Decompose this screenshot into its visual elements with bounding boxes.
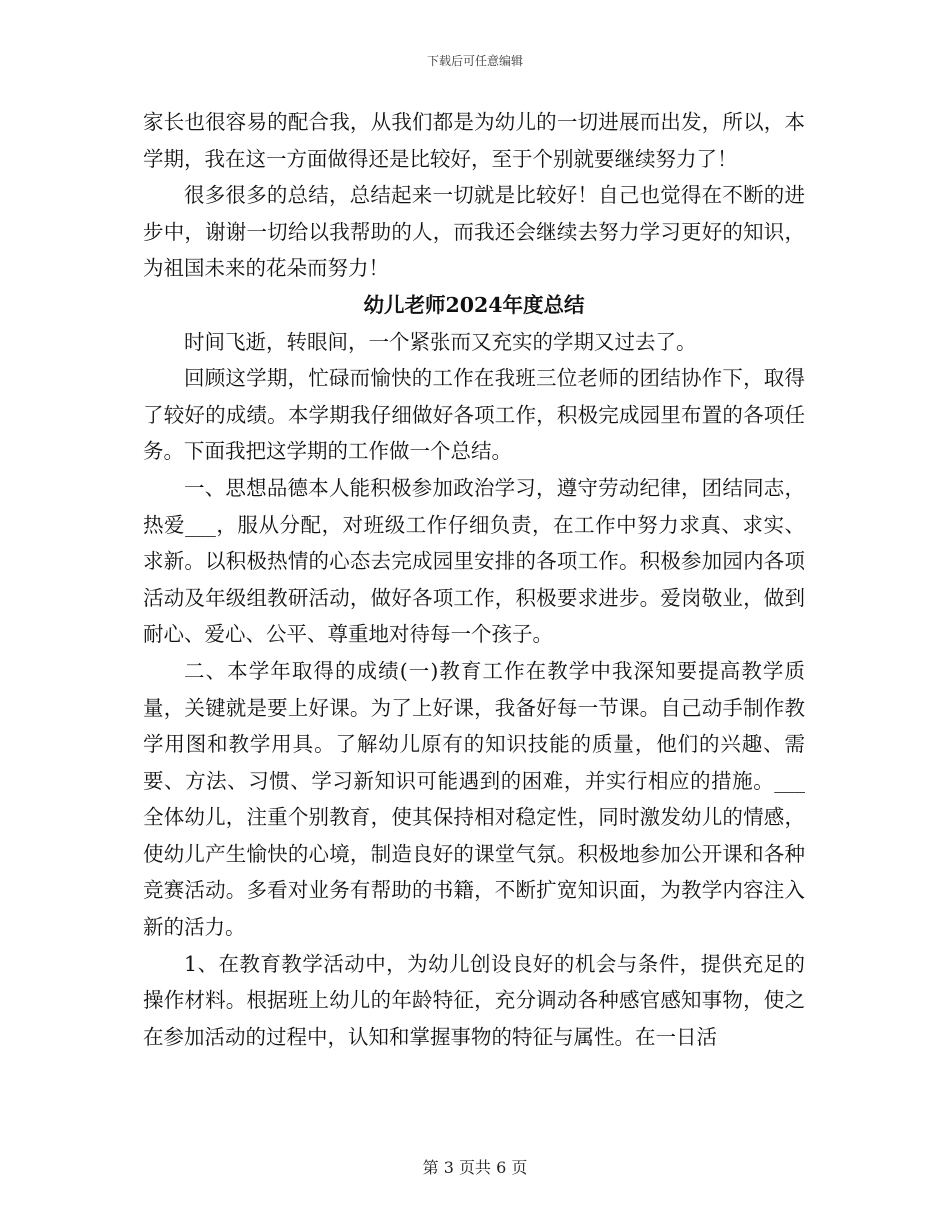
section-title: 幼儿老师2024年度总结 (363, 292, 585, 317)
paragraph-section-two: 二、本学年取得的成绩(一)教育工作在教学中我深知要提高教学质量，关键就是要上好课。为了上好课，我备好每一节课。自己动手制作教学用图和教学用具。了解幼儿原有的知识技能的质量，他们的兴趣、需要、方法、习惯、学习新知识可能遇到的困难，并实行相应的措施。___全体幼儿，注重个别教育，使其保持相对稳定性，同时激发幼儿的情感，使幼儿产生愉快的心境，制造良好的课堂气氛。积极地参加公开课和各种竞赛活动。多看对业务有帮助的书籍，不断扩宽知识面，为教学内容注入新的活力。 (143, 658, 805, 940)
document-body (143, 104, 805, 1055)
paragraph-continuation: 家长也很容易的配合我，从我们都是为幼儿的一切进展而出发，所以，本学期，我在这一方面做得还是比较好，至于个别就要继续努力了！ (143, 110, 805, 171)
page-header: 下载后可任意编辑 (426, 54, 523, 68)
paragraph-item-one: 1、在教育教学活动中，为幼儿创设良好的机会与条件，提供充足的操作材料。根据班上幼儿的年龄特征，充分调动各种感官感知事物，使之在参加活动的过程中，认知和掌握事物的特征与属性。在一日活 (143, 951, 805, 1049)
paragraph-review: 回顾这学期，忙碌而愉快的工作在我班三位老师的团结协作下，取得了较好的成绩。本学期我仔细做好各项工作，积极完成园里布置的各项任务。下面我把这学期的工作做一个总结。 (143, 366, 805, 464)
paragraph-section-one: 一、思想品德本人能积极参加政治学习，遵守劳动纪律，团结同志，热爱___，服从分配，对班级工作仔细负责，在工作中努力求真、求实、求新。以积极热情的心态去完成园里安排的各项工作。积极参加园内各项活动及年级组教研活动，做好各项工作，积极要求进步。爱岗敬业，做到耐心、爱心、公平、尊重地对待每一个孩子。 (143, 475, 805, 647)
page-footer: 第 3 页共 6 页 (422, 1158, 528, 1177)
paragraph-closing: 很多很多的总结，总结起来一切就是比较好！自己也觉得在不断的进步中，谢谢一切给以我帮助的人，而我还会继续去努力学习更好的知识，为祖国未来的花朵而努力！ (143, 183, 805, 281)
paragraph-intro: 时间飞逝，转眼间，一个紧张而又充实的学期又过去了。 (184, 329, 697, 354)
